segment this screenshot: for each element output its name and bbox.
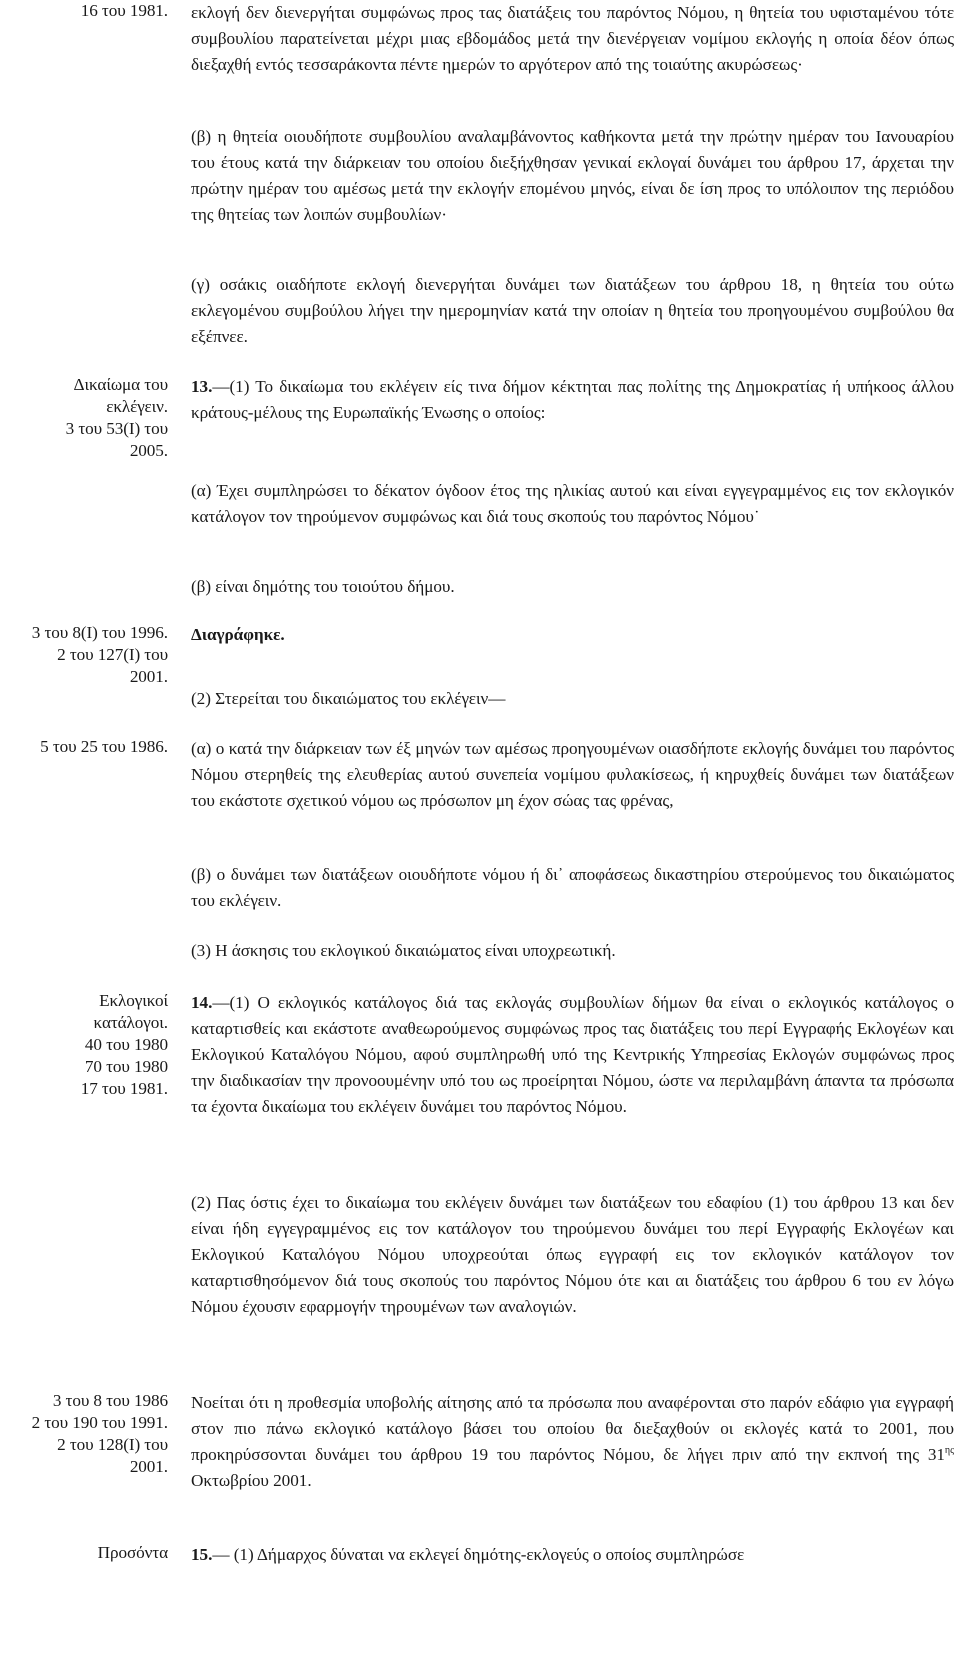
- margin-line: 3 του 8(Ι) του 1996.: [31, 623, 168, 642]
- paragraph: (β) ο δυνάμει των διατάξεων οιουδήποτε νόμου ή δι᾽ αποφάσεως δικαστηρίου στερούμενος του δικαιώματος του εκλέγειν.: [191, 865, 954, 910]
- paragraph: εκλογή δεν διενεργήται συμφώνως προς τας διατάξεις του παρόντος Νόμου, η θητεία του υφισταμένου τότε συμβουλίου παρατείνεται μέχρι μιας εβδομάδος μετά την διενέργειαν νομίμου εκλογής η οποία δέον όπως διεξαχθή εντός τεσσαράκοντα πέντε ημερών το αργότερον από της τοιαύτης ακυρώσεως·: [191, 3, 954, 74]
- margin-line: 2 του 190 του 1991.: [31, 1413, 168, 1432]
- paragraph: (β) είναι δημότης του τοιούτου δήμου.: [191, 577, 455, 596]
- section-text: —(1) Το δικαίωμα του εκλέγειν είς τινα δήμον κέκτηται πας πολίτης της Δημοκρατίας ή υπήκοος άλλου κράτους-μέλους της Ευρωπαϊκής Ένωσης ο οποίος:: [191, 377, 954, 422]
- section-14-paragraph: [191, 990, 954, 1120]
- section-15-paragraph: [191, 1542, 954, 1568]
- margin-note-law-ref: [0, 1390, 168, 1478]
- margin-line: 2 του 127(Ι) του: [57, 645, 168, 664]
- margin-line: 70 του 1980: [84, 1057, 168, 1076]
- section-text: —(1) Ο εκλογικός κατάλογος διά τας εκλογάς συμβουλίων δήμων θα είναι ο εκλογικός κατάλογος ο καταρτισθείς και εκάστοτε αναθεωρούμενος συμφώνως προς τας διατάξεις του περί Εγγραφής Εκλογέων και Εκλογικού Καταλόγου Νόμου, αφού συμπληρωθή υπό της Κεντρικής Υπηρεσίας Εκλογών συμφώνως προς την διαδικασίαν την προνοουμένην υπό του ως προείρηται Νόμου, ώστε να περιλαμβάνη άπαντα τα πρόσωπα τα έχοντα δικαίωμα του εκλέγειν δυνάμει του παρόντος Νόμου.: [191, 993, 954, 1116]
- margin-line: 17 του 1981.: [80, 1079, 168, 1098]
- paragraph: (β) η θητεία οιουδήποτε συμβουλίου αναλαμβάνοντος καθήκοντα μετά την πρώτην ημέραν του Ιανουαρίου του έτους κατά την διάρκειαν του οποίου διεξήχθησαν γενικαί εκλογαί δυνάμει του άρθρου 17, άρχεται την πρώτην ημέραν του αμέσως μετά την εκλογήν επομένου μηνός, είναι δε ίση προς το υπόλοιπον της περιόδου της θητείας των λοιπών συμβουλίων·: [191, 127, 954, 224]
- margin-line: 3 του 8 του 1986: [52, 1391, 168, 1410]
- margin-line: κατάλογοι.: [93, 1013, 168, 1032]
- margin-note-deleted-ref: [0, 622, 168, 688]
- deleted-notice: Διαγράφηκε.: [191, 625, 285, 644]
- section-number: 14.: [191, 993, 213, 1012]
- paragraph: (γ) οσάκις οιαδήποτε εκλογή διενεργήται δυνάμει των διατάξεων του άρθρου 18, η θητεία του ούτω εκλεγομένου συμβούλου λήγει την ημερομηνίαν κατά την οποίαν η θητεία του προηγουμένου συμβούλου θα εξέπνεε.: [191, 275, 954, 346]
- margin-line: 2001.: [129, 667, 168, 686]
- margin-note-qualifications: [0, 1542, 168, 1564]
- section-13-paragraph: [191, 374, 954, 426]
- superscript: ης: [944, 1445, 954, 1456]
- margin-note-law-ref: [0, 0, 168, 22]
- section-number: 13.: [191, 377, 213, 396]
- paragraph: (2) Πας όστις έχει το δικαίωμα του εκλέγειν δυνάμει των διατάξεων του εδαφίου (1) του άρθρου 13 και δεν είναι ήδη εγγεγραμμένος εις τον κατάλογον του τηρούμενου δυνάμει του περί Εγγραφής Εκλογέων και Εκλογικού Καταλόγου Νόμου υποχρεούται όπως εγγραφή εις τον εκλογικόν κατάλογον τον καταρτισθησόμενον διά τους σκοπούς του παρόντος Νόμου ότε και αι διατάξεις του άρθρου 6 του εν λόγω Νόμου έχουσιν εφαρμογήν τηρουμένων των αναλογιών.: [191, 1193, 954, 1316]
- margin-line: 40 του 1980: [84, 1035, 168, 1054]
- margin-line: 5 του 25 του 1986.: [40, 737, 168, 756]
- margin-note-electoral-lists: [0, 990, 168, 1100]
- proviso-paragraph: [191, 1390, 954, 1494]
- section-number: 15.: [191, 1545, 213, 1564]
- margin-line: Εκλογικοί: [99, 991, 168, 1010]
- paragraph: (α) ο κατά την διάρκειαν των έξ μηνών των αμέσως προηγουμένων οιασδήποτε εκλογής δυνάμει του παρόντος Νόμου στερηθείς της ελευθερίας αυτού συνεπεία νομίμου φυλακίσεως, ή κηρυχθείς δυνάμει των διατάξεων του εκάστοτε σχετικού νόμου ως πρόσωπον μη έχον σώας τας φρένας,: [191, 739, 954, 810]
- paragraph: (α) Έχει συμπληρώσει το δέκατον όγδοον έτος της ηλικίας αυτού και είναι εγγεγραμμένος εις τον εκλογικόν κατάλογον τον τηρούμενον συμφώνως και διά τους σκοπούς του παρόντος Νόμου˙: [191, 481, 954, 526]
- proviso-text: Νοείται ότι η προθεσμία υποβολής αίτησης από τα πρόσωπα που αναφέρονται στο παρόν εδάφιο για εγγραφή στον πιο πάνω εκλογικό κατάλογο βάσει του οποίου θα διεξαχθούν οι εκλογές κατά το 2001, που προκηρύσσονται δυνάμει του άρθρου 19 του παρόντος Νόμου, δε λήγει πριν από την εκπνοή της 31: [191, 1393, 954, 1464]
- margin-line: εκλέγειν.: [106, 397, 168, 416]
- margin-line: 2 του 128(Ι) του: [57, 1435, 168, 1454]
- margin-line: 3 του 53(Ι) του: [65, 419, 168, 438]
- margin-note-law-ref: [0, 736, 168, 758]
- section-text: — (1) Δήμαρχος δύναται να εκλεγεί δημότης-εκλογεύς ο οποίος συμπληρώσε: [212, 1545, 745, 1564]
- paragraph: (3) Η άσκησις του εκλογικού δικαιώματος είναι υποχρεωτική.: [191, 941, 616, 960]
- margin-line: Προσόντα: [97, 1543, 168, 1562]
- proviso-tail: Οκτωβρίου 2001.: [191, 1471, 312, 1490]
- margin-line: 2005.: [129, 441, 168, 460]
- margin-line: 16 του 1981.: [80, 1, 168, 20]
- margin-line: 2001.: [129, 1457, 168, 1476]
- margin-line: Δικαίωμα του: [73, 375, 168, 394]
- paragraph: (2) Στερείται του δικαιώματος του εκλέγειν—: [191, 689, 506, 708]
- margin-note-right-to-vote: [0, 374, 168, 462]
